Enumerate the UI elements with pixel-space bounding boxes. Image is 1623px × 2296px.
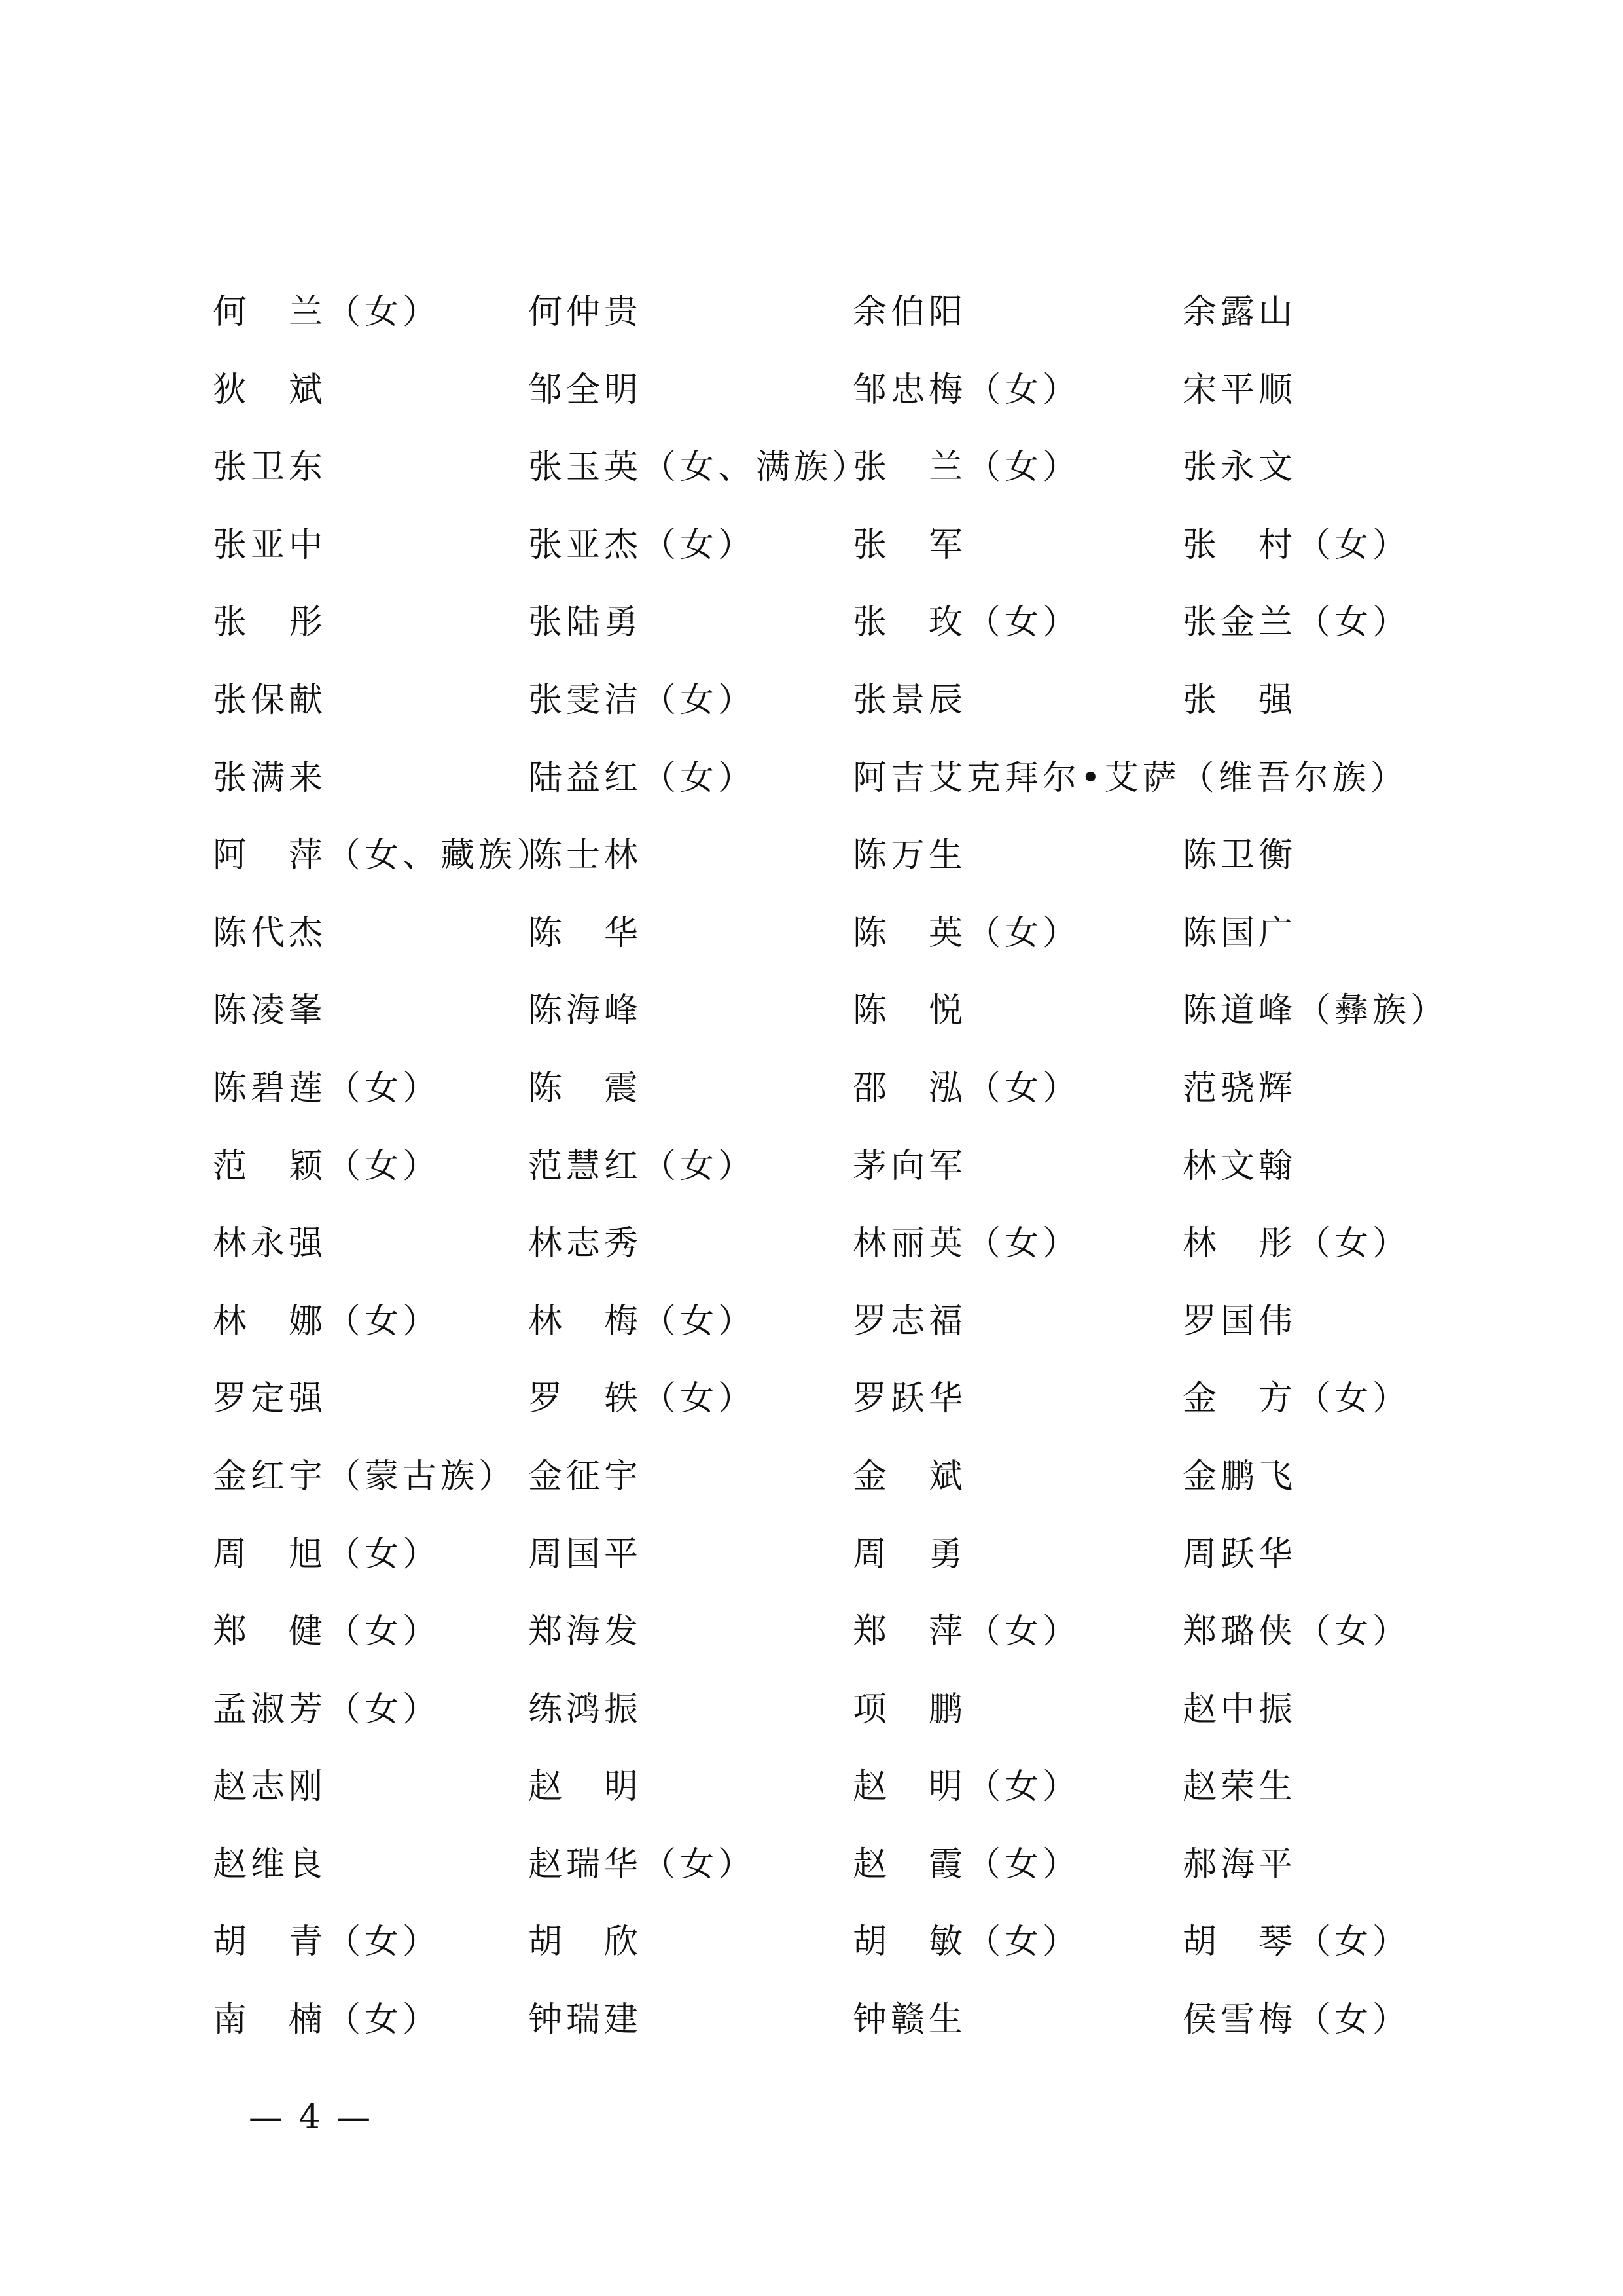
name-entry: 南 楠（女） bbox=[213, 2000, 441, 2040]
name-row bbox=[213, 516, 1456, 594]
name-entry: 赵 明 bbox=[528, 1767, 643, 1807]
name-row bbox=[213, 1214, 1456, 1292]
name-entry: 周 勇 bbox=[853, 1534, 967, 1574]
name-row bbox=[213, 1835, 1456, 1913]
name-entry: 余露山 bbox=[1183, 293, 1297, 332]
name-entry: 胡 欣 bbox=[528, 1922, 643, 1962]
name-row bbox=[213, 593, 1456, 671]
name-entry: 张 兰（女） bbox=[853, 448, 1081, 488]
name-row bbox=[213, 1990, 1456, 2068]
name-entry: 金红宇（蒙古族） bbox=[213, 1456, 517, 1496]
name-entry: 郑海发 bbox=[528, 1612, 643, 1652]
name-entry: 金 方（女） bbox=[1183, 1379, 1411, 1419]
name-entry: 何 兰（女） bbox=[213, 293, 441, 332]
name-entry: 郑 萍（女） bbox=[853, 1612, 1081, 1652]
name-entry: 胡 琴（女） bbox=[1183, 1922, 1411, 1962]
name-row bbox=[213, 1369, 1456, 1447]
name-row bbox=[213, 749, 1456, 827]
name-entry: 胡 敏（女） bbox=[853, 1922, 1081, 1962]
name-entry: 林 彤（女） bbox=[1183, 1224, 1411, 1264]
name-entry: 张保献 bbox=[213, 680, 327, 720]
name-entry: 邹忠梅（女） bbox=[853, 370, 1081, 410]
name-row bbox=[213, 283, 1456, 361]
name-entry: 范慧红（女） bbox=[528, 1146, 757, 1186]
name-entry: 阿 萍（女、藏族） bbox=[213, 836, 555, 876]
name-entry: 赵 霞（女） bbox=[853, 1844, 1081, 1884]
name-entry: 陈卫衡 bbox=[1183, 836, 1297, 876]
name-entry: 宋平顺 bbox=[1183, 370, 1297, 410]
name-entry: 林 梅（女） bbox=[528, 1301, 757, 1341]
name-entry: 林 娜（女） bbox=[213, 1301, 441, 1341]
name-row bbox=[213, 671, 1456, 749]
name-entry: 陈凌峯 bbox=[213, 991, 327, 1031]
name-entry: 赵中振 bbox=[1183, 1689, 1297, 1729]
name-entry: 张亚杰（女） bbox=[528, 525, 757, 565]
name-entry: 张 军 bbox=[853, 525, 967, 565]
page-number: — 4 — bbox=[249, 2098, 374, 2137]
name-entry: 余伯阳 bbox=[853, 293, 967, 332]
name-entry: 邹全明 bbox=[528, 370, 643, 410]
name-entry: 赵荣生 bbox=[1183, 1767, 1297, 1807]
name-entry: 孟淑芳（女） bbox=[213, 1689, 441, 1729]
name-entry: 郑 健（女） bbox=[213, 1612, 441, 1652]
name-entry: 周 旭（女） bbox=[213, 1534, 441, 1574]
name-entry: 张满来 bbox=[213, 758, 327, 798]
name-entry: 茅向军 bbox=[853, 1146, 967, 1186]
name-entry: 张金兰（女） bbox=[1183, 603, 1411, 643]
name-row bbox=[213, 1059, 1456, 1137]
name-entry: 张雯洁（女） bbox=[528, 680, 757, 720]
name-entry: 林丽英（女） bbox=[853, 1224, 1081, 1264]
name-row bbox=[213, 1447, 1456, 1525]
name-row bbox=[213, 1757, 1456, 1835]
name-entry: 周国平 bbox=[528, 1534, 643, 1574]
name-entry: 陈 悦 bbox=[853, 991, 967, 1031]
name-entry: 狄 斌 bbox=[213, 370, 327, 410]
name-entry: 陈代杰 bbox=[213, 913, 327, 953]
name-entry: 周跃华 bbox=[1183, 1534, 1297, 1574]
name-row bbox=[213, 1525, 1456, 1603]
name-row bbox=[213, 1137, 1456, 1215]
name-entry: 郑璐侠（女） bbox=[1183, 1612, 1411, 1652]
name-entry: 赵维良 bbox=[213, 1844, 327, 1884]
name-entry: 项 鹏 bbox=[853, 1689, 967, 1729]
name-entry: 邵 泓（女） bbox=[853, 1068, 1081, 1108]
name-entry: 胡 青（女） bbox=[213, 1922, 441, 1962]
name-entry: 张景辰 bbox=[853, 680, 967, 720]
name-entry: 林志秀 bbox=[528, 1224, 643, 1264]
name-entry: 陈国广 bbox=[1183, 913, 1297, 953]
name-entry: 侯雪梅（女） bbox=[1183, 2000, 1411, 2040]
name-entry: 何仲贵 bbox=[528, 293, 643, 332]
name-entry: 赵瑞华（女） bbox=[528, 1844, 757, 1884]
name-entry: 陈 英（女） bbox=[853, 913, 1081, 953]
name-entry: 范 颖（女） bbox=[213, 1146, 441, 1186]
name-entry: 陈万生 bbox=[853, 836, 967, 876]
name-list bbox=[213, 283, 1456, 2068]
name-entry: 金鹏飞 bbox=[1183, 1456, 1297, 1496]
name-entry: 练鸿振 bbox=[528, 1689, 643, 1729]
name-entry: 张卫东 bbox=[213, 448, 327, 488]
name-entry: 罗 轶（女） bbox=[528, 1379, 757, 1419]
name-entry: 陈 震 bbox=[528, 1068, 643, 1108]
name-entry: 范骁辉 bbox=[1183, 1068, 1297, 1108]
name-entry: 钟赣生 bbox=[853, 2000, 967, 2040]
name-row bbox=[213, 361, 1456, 439]
name-entry: 张陆勇 bbox=[528, 603, 643, 643]
name-entry: 赵 明（女） bbox=[853, 1767, 1081, 1807]
name-entry: 金征宇 bbox=[528, 1456, 643, 1496]
name-row bbox=[213, 1292, 1456, 1370]
name-row bbox=[213, 1912, 1456, 1990]
name-entry: 陆益红（女） bbox=[528, 758, 757, 798]
name-entry: 罗志福 bbox=[853, 1301, 967, 1341]
name-entry: 金 斌 bbox=[853, 1456, 967, 1496]
name-entry: 郝海平 bbox=[1183, 1844, 1297, 1884]
name-entry: 张 村（女） bbox=[1183, 525, 1411, 565]
name-entry: 罗国伟 bbox=[1183, 1301, 1297, 1341]
name-row bbox=[213, 1602, 1456, 1680]
name-entry: 陈海峰 bbox=[528, 991, 643, 1031]
name-row bbox=[213, 981, 1456, 1059]
name-row bbox=[213, 438, 1456, 516]
name-entry: 陈道峰（彝族） bbox=[1183, 991, 1449, 1031]
name-entry: 张 强 bbox=[1183, 680, 1297, 720]
name-entry: 阿吉艾克拜尔•艾萨（维吾尔族） bbox=[853, 758, 1408, 798]
name-entry: 张 玫（女） bbox=[853, 603, 1081, 643]
name-entry: 张永文 bbox=[1183, 448, 1297, 488]
name-row bbox=[213, 1680, 1456, 1758]
name-entry: 张玉英（女、满族） bbox=[528, 448, 870, 488]
name-row bbox=[213, 904, 1456, 982]
name-row bbox=[213, 826, 1456, 904]
name-entry: 钟瑞建 bbox=[528, 2000, 643, 2040]
name-entry: 赵志刚 bbox=[213, 1767, 327, 1807]
name-entry: 张 彤 bbox=[213, 603, 327, 643]
name-entry: 林永强 bbox=[213, 1224, 327, 1264]
name-entry: 陈碧莲（女） bbox=[213, 1068, 441, 1108]
name-entry: 罗跃华 bbox=[853, 1379, 967, 1419]
name-entry: 张亚中 bbox=[213, 525, 327, 565]
name-entry: 陈 华 bbox=[528, 913, 643, 953]
name-entry: 罗定强 bbox=[213, 1379, 327, 1419]
name-entry: 林文翰 bbox=[1183, 1146, 1297, 1186]
name-entry: 陈士林 bbox=[528, 836, 643, 876]
